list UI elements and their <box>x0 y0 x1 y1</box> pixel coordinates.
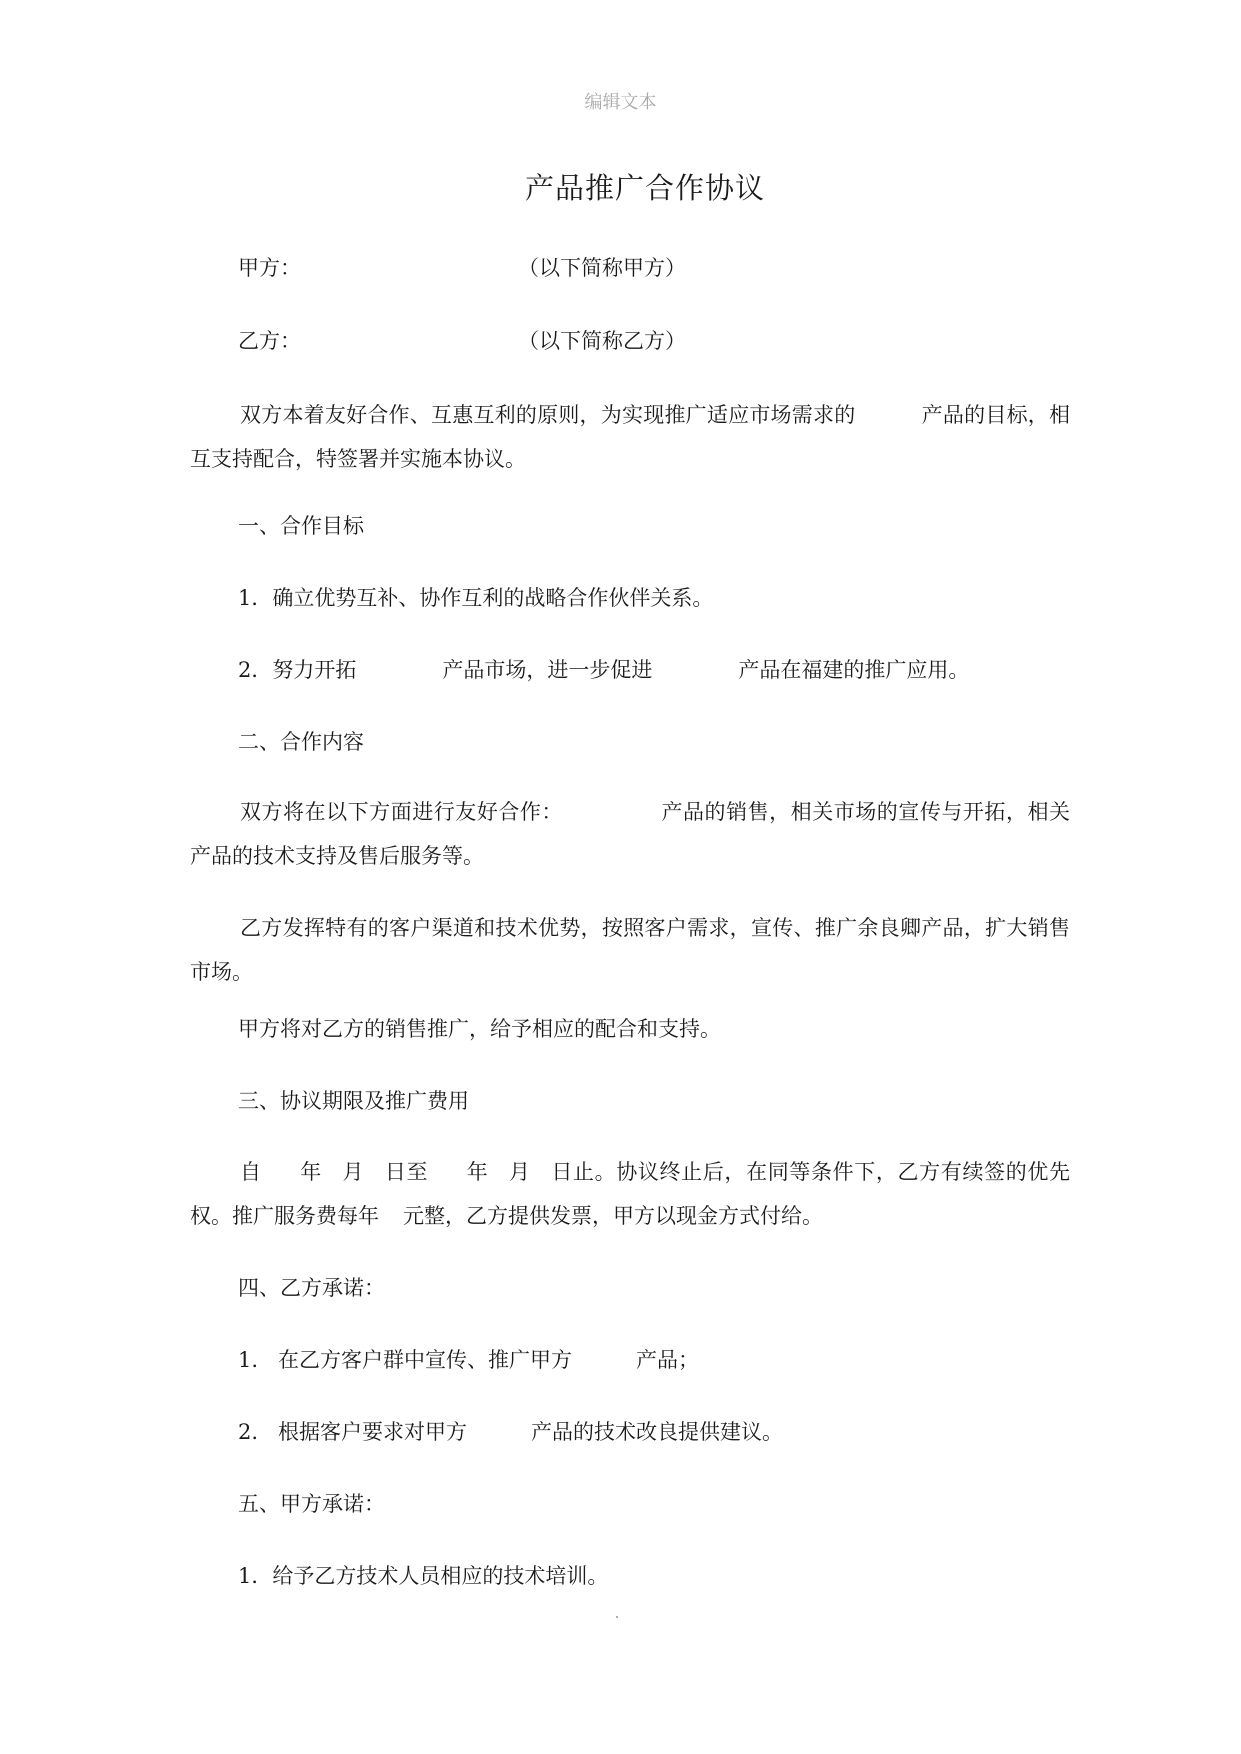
section-3-p1-h: 元整，乙方提供发票，甲方以现金方式付给。 <box>403 1204 823 1228</box>
header-note: 编辑文本 <box>584 92 657 113</box>
intro-paragraph <box>190 393 1070 481</box>
section-3-paragraph <box>190 1150 1070 1238</box>
intro-text-1: 双方本着友好合作、互惠互利的原则，为实现推广适应市场需求的 <box>240 403 856 427</box>
section-4-item-1-a: 在乙方客户群中宣传、推广甲方 <box>278 1348 573 1372</box>
section-2-p1-a: 双方将在以下方面进行友好合作： <box>240 800 563 824</box>
section-5-item-1: 1．给予乙方技术人员相应的技术培训。 <box>238 1564 609 1588</box>
section-4-item-2-number: 2. <box>238 1420 259 1444</box>
section-2-p1-b: 产品的销售，相关市场的宣传与开拓，相关产品的技术支持及售后服务等。 <box>190 800 1071 868</box>
document-title: 产品推广合作协议 <box>524 171 765 205</box>
section-3-p1-b: 年 <box>299 1160 322 1184</box>
section-3-p1-f: 月 <box>508 1160 531 1184</box>
section-4-item-1-b: 产品； <box>636 1348 700 1372</box>
section-1-item-2 <box>238 660 969 681</box>
page-marker <box>616 1616 618 1618</box>
section-1-item-2-b: 产品市场，进一步促进 <box>442 658 653 682</box>
section-2-paragraph-1 <box>190 790 1070 878</box>
section-4-item-1 <box>238 1350 699 1371</box>
section-4-item-1-number: 1. <box>238 1348 259 1372</box>
section-4-item-2 <box>238 1422 783 1443</box>
party-a-alias: （以下简称甲方） <box>518 256 686 280</box>
section-3-p1-g: 日止。协议终止后，在同等条件下，乙方有续签的优先权。推广服务费每年 <box>190 1160 1071 1228</box>
section-5-heading: 五、甲方承诺： <box>238 1492 385 1516</box>
party-b-alias: （以下简称乙方） <box>518 329 686 353</box>
section-4-heading: 四、乙方承诺： <box>238 1276 385 1300</box>
party-a-label: 甲方： <box>238 256 301 280</box>
section-3-heading: 三、协议期限及推广费用 <box>238 1089 469 1113</box>
section-4-item-2-a: 根据客户要求对甲方 <box>278 1420 468 1444</box>
section-3-p1-d: 日至 <box>384 1160 429 1184</box>
section-1-item-1: 1．确立优势互补、协作互利的战略合作伙伴关系。 <box>238 586 714 610</box>
section-2-paragraph-3: 甲方将对乙方的销售推广，给予相应的配合和支持。 <box>238 1017 721 1041</box>
section-2-heading: 二、合作内容 <box>238 730 364 754</box>
section-3-p1-c: 月 <box>341 1160 365 1184</box>
section-3-p1-e: 年 <box>466 1160 489 1184</box>
section-1-heading: 一、合作目标 <box>238 514 364 538</box>
section-1-item-2-c: 产品在福建的推广应用。 <box>738 658 970 682</box>
section-4-item-2-b: 产品的技术改良提供建议。 <box>531 1420 784 1444</box>
intro-text-2: 产品的目标，相互支持配合，特签署并实施本协议。 <box>190 403 1071 471</box>
section-1-item-2-a: 2．努力开拓 <box>238 658 357 682</box>
section-2-paragraph-2: 乙方发挥特有的客户渠道和技术优势，按照客户需求，宣传、推广余良卿产品，扩大销售市场。 <box>190 916 1070 984</box>
section-3-p1-a: 自 <box>240 1160 262 1184</box>
party-b-label: 乙方： <box>238 329 301 353</box>
